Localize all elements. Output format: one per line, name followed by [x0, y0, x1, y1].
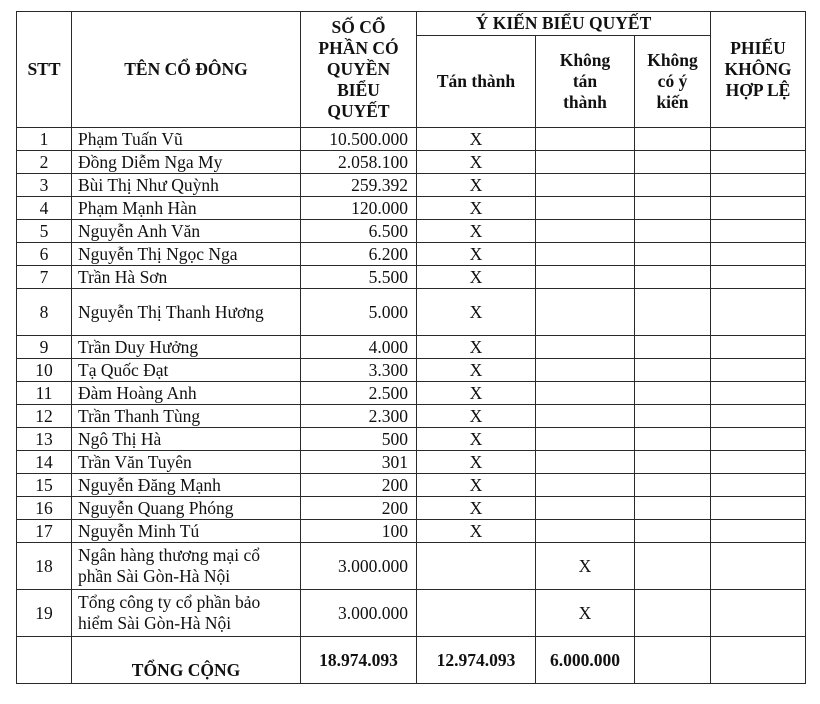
header-voting-shares: SỐ CỔ PHẦN CÓ QUYỀN BIỂU QUYẾT — [301, 12, 417, 128]
shareholder-name-cell: Bùi Thị Như Quỳnh — [72, 174, 301, 197]
voting-shares-cell: 259.392 — [301, 174, 417, 197]
shareholder-name-cell: Nguyễn Anh Văn — [72, 220, 301, 243]
no-opinion-mark-cell — [635, 128, 711, 151]
table-footer — [17, 637, 806, 684]
header-stt: STT — [17, 12, 72, 128]
header-voting-opinion: Ý KIẾN BIỂU QUYẾT — [417, 12, 711, 36]
no-opinion-mark-cell — [635, 543, 711, 590]
voting-shares-cell: 5.500 — [301, 266, 417, 289]
no-opinion-mark-cell — [635, 520, 711, 543]
no-opinion-mark-cell — [635, 174, 711, 197]
no-opinion-mark-cell — [635, 336, 711, 359]
disapprove-mark-cell — [536, 428, 635, 451]
disapprove-mark-cell — [536, 220, 635, 243]
total-invalid — [711, 637, 806, 684]
table-row — [17, 243, 806, 266]
stt-cell: 10 — [17, 359, 72, 382]
no-opinion-mark-cell — [635, 590, 711, 637]
disapprove-mark-cell — [536, 243, 635, 266]
disapprove-mark-cell: X — [536, 543, 635, 590]
no-opinion-mark-cell — [635, 405, 711, 428]
table-row — [17, 451, 806, 474]
stt-cell: 15 — [17, 474, 72, 497]
voting-results-table-wrapper — [16, 11, 806, 684]
shareholder-name-cell: Trần Văn Tuyên — [72, 451, 301, 474]
total-stt-cell — [17, 637, 72, 684]
invalid-mark-cell — [711, 543, 806, 590]
table-row — [17, 336, 806, 359]
table-row — [17, 174, 806, 197]
approve-mark-cell — [417, 543, 536, 590]
voting-shares-cell: 3.000.000 — [301, 590, 417, 637]
shareholder-name-cell: Phạm Mạnh Hàn — [72, 197, 301, 220]
disapprove-mark-cell — [536, 451, 635, 474]
shareholder-name-cell: Nguyễn Đăng Mạnh — [72, 474, 301, 497]
invalid-mark-cell — [711, 382, 806, 405]
voting-shares-cell: 100 — [301, 520, 417, 543]
disapprove-mark-cell — [536, 382, 635, 405]
header-invalid-ballot: PHIẾU KHÔNG HỢP LỆ — [711, 12, 806, 128]
invalid-mark-cell — [711, 428, 806, 451]
table-row — [17, 543, 806, 590]
voting-shares-cell: 2.300 — [301, 405, 417, 428]
invalid-mark-cell — [711, 590, 806, 637]
shareholder-name-cell: Đàm Hoàng Anh — [72, 382, 301, 405]
table-row — [17, 520, 806, 543]
shareholder-name-cell: Trần Hà Sơn — [72, 266, 301, 289]
stt-cell: 19 — [17, 590, 72, 637]
stt-cell: 4 — [17, 197, 72, 220]
header-shareholder-name: TÊN CỔ ĐÔNG — [72, 12, 301, 128]
voting-shares-cell: 3.000.000 — [301, 543, 417, 590]
no-opinion-mark-cell — [635, 497, 711, 520]
table-row — [17, 151, 806, 174]
stt-cell: 9 — [17, 336, 72, 359]
approve-mark-cell: X — [417, 174, 536, 197]
disapprove-mark-cell — [536, 520, 635, 543]
invalid-mark-cell — [711, 405, 806, 428]
approve-mark-cell: X — [417, 151, 536, 174]
approve-mark-cell: X — [417, 220, 536, 243]
invalid-mark-cell — [711, 289, 806, 336]
shareholder-name-cell: Phạm Tuấn Vũ — [72, 128, 301, 151]
voting-shares-cell: 200 — [301, 474, 417, 497]
stt-cell: 18 — [17, 543, 72, 590]
disapprove-mark-cell — [536, 289, 635, 336]
no-opinion-mark-cell — [635, 243, 711, 266]
no-opinion-mark-cell — [635, 151, 711, 174]
header-approve: Tán thành — [417, 36, 536, 128]
invalid-mark-cell — [711, 128, 806, 151]
voting-shares-cell: 10.500.000 — [301, 128, 417, 151]
voting-shares-cell: 4.000 — [301, 336, 417, 359]
table-row — [17, 497, 806, 520]
voting-shares-cell: 120.000 — [301, 197, 417, 220]
approve-mark-cell: X — [417, 382, 536, 405]
table-row — [17, 197, 806, 220]
approve-mark-cell: X — [417, 520, 536, 543]
total-no-opinion — [635, 637, 711, 684]
shareholder-name-cell: Nguyễn Thị Thanh Hương — [72, 289, 301, 336]
invalid-mark-cell — [711, 474, 806, 497]
disapprove-mark-cell — [536, 174, 635, 197]
voting-shares-cell: 500 — [301, 428, 417, 451]
table-row — [17, 590, 806, 637]
invalid-mark-cell — [711, 451, 806, 474]
disapprove-mark-cell — [536, 336, 635, 359]
stt-cell: 8 — [17, 289, 72, 336]
disapprove-mark-cell — [536, 405, 635, 428]
approve-mark-cell: X — [417, 128, 536, 151]
total-approve: 12.974.093 — [417, 637, 536, 684]
shareholder-name-cell: Đồng Diễm Nga My — [72, 151, 301, 174]
disapprove-mark-cell — [536, 151, 635, 174]
approve-mark-cell: X — [417, 405, 536, 428]
no-opinion-mark-cell — [635, 428, 711, 451]
table-row — [17, 474, 806, 497]
invalid-mark-cell — [711, 359, 806, 382]
table-row — [17, 405, 806, 428]
shareholder-name-cell: Trần Thanh Tùng — [72, 405, 301, 428]
stt-cell: 7 — [17, 266, 72, 289]
voting-shares-cell: 2.058.100 — [301, 151, 417, 174]
no-opinion-mark-cell — [635, 266, 711, 289]
voting-shares-cell: 200 — [301, 497, 417, 520]
shareholder-name-cell: Ngân hàng thương mại cổ phần Sài Gòn-Hà Nội — [72, 543, 301, 590]
approve-mark-cell: X — [417, 428, 536, 451]
voting-shares-cell: 5.000 — [301, 289, 417, 336]
disapprove-mark-cell — [536, 359, 635, 382]
table-row — [17, 428, 806, 451]
voting-results-table — [16, 11, 806, 684]
invalid-mark-cell — [711, 266, 806, 289]
no-opinion-mark-cell — [635, 289, 711, 336]
invalid-mark-cell — [711, 520, 806, 543]
total-label: TỔNG CỘNG — [72, 637, 301, 684]
shareholder-name-cell: Trần Duy Hưởng — [72, 336, 301, 359]
table-row — [17, 266, 806, 289]
stt-cell: 5 — [17, 220, 72, 243]
stt-cell: 6 — [17, 243, 72, 266]
stt-cell: 17 — [17, 520, 72, 543]
shareholder-name-cell: Nguyễn Minh Tú — [72, 520, 301, 543]
approve-mark-cell: X — [417, 243, 536, 266]
header-disapprove: Không tán thành — [536, 36, 635, 128]
invalid-mark-cell — [711, 243, 806, 266]
stt-cell: 2 — [17, 151, 72, 174]
total-disapprove: 6.000.000 — [536, 637, 635, 684]
table-body — [17, 128, 806, 637]
voting-shares-cell: 6.500 — [301, 220, 417, 243]
table-row — [17, 220, 806, 243]
table-row — [17, 289, 806, 336]
disapprove-mark-cell — [536, 197, 635, 220]
approve-mark-cell: X — [417, 451, 536, 474]
no-opinion-mark-cell — [635, 451, 711, 474]
stt-cell: 1 — [17, 128, 72, 151]
shareholder-name-cell: Ngô Thị Hà — [72, 428, 301, 451]
approve-mark-cell: X — [417, 497, 536, 520]
disapprove-mark-cell — [536, 128, 635, 151]
stt-cell: 11 — [17, 382, 72, 405]
invalid-mark-cell — [711, 220, 806, 243]
voting-shares-cell: 3.300 — [301, 359, 417, 382]
no-opinion-mark-cell — [635, 474, 711, 497]
approve-mark-cell: X — [417, 197, 536, 220]
voting-shares-cell: 6.200 — [301, 243, 417, 266]
disapprove-mark-cell — [536, 497, 635, 520]
shareholder-name-cell: Tạ Quốc Đạt — [72, 359, 301, 382]
no-opinion-mark-cell — [635, 382, 711, 405]
table-header — [17, 12, 806, 128]
header-no-opinion: Không có ý kiến — [635, 36, 711, 128]
stt-cell: 12 — [17, 405, 72, 428]
invalid-mark-cell — [711, 336, 806, 359]
stt-cell: 13 — [17, 428, 72, 451]
no-opinion-mark-cell — [635, 220, 711, 243]
shareholder-name-cell: Nguyễn Thị Ngọc Nga — [72, 243, 301, 266]
shareholder-name-cell: Nguyễn Quang Phóng — [72, 497, 301, 520]
approve-mark-cell: X — [417, 289, 536, 336]
shareholder-name-cell: Tổng công ty cổ phần bảo hiểm Sài Gòn-Hà Nội — [72, 590, 301, 637]
invalid-mark-cell — [711, 497, 806, 520]
stt-cell: 3 — [17, 174, 72, 197]
approve-mark-cell: X — [417, 474, 536, 497]
stt-cell: 14 — [17, 451, 72, 474]
total-shares: 18.974.093 — [301, 637, 417, 684]
table-row — [17, 382, 806, 405]
no-opinion-mark-cell — [635, 197, 711, 220]
disapprove-mark-cell: X — [536, 590, 635, 637]
table-row — [17, 128, 806, 151]
stt-cell: 16 — [17, 497, 72, 520]
approve-mark-cell: X — [417, 266, 536, 289]
voting-shares-cell: 2.500 — [301, 382, 417, 405]
table-row — [17, 359, 806, 382]
total-row — [17, 637, 806, 684]
approve-mark-cell — [417, 590, 536, 637]
disapprove-mark-cell — [536, 266, 635, 289]
approve-mark-cell: X — [417, 359, 536, 382]
no-opinion-mark-cell — [635, 359, 711, 382]
invalid-mark-cell — [711, 197, 806, 220]
invalid-mark-cell — [711, 151, 806, 174]
voting-shares-cell: 301 — [301, 451, 417, 474]
invalid-mark-cell — [711, 174, 806, 197]
approve-mark-cell: X — [417, 336, 536, 359]
disapprove-mark-cell — [536, 474, 635, 497]
